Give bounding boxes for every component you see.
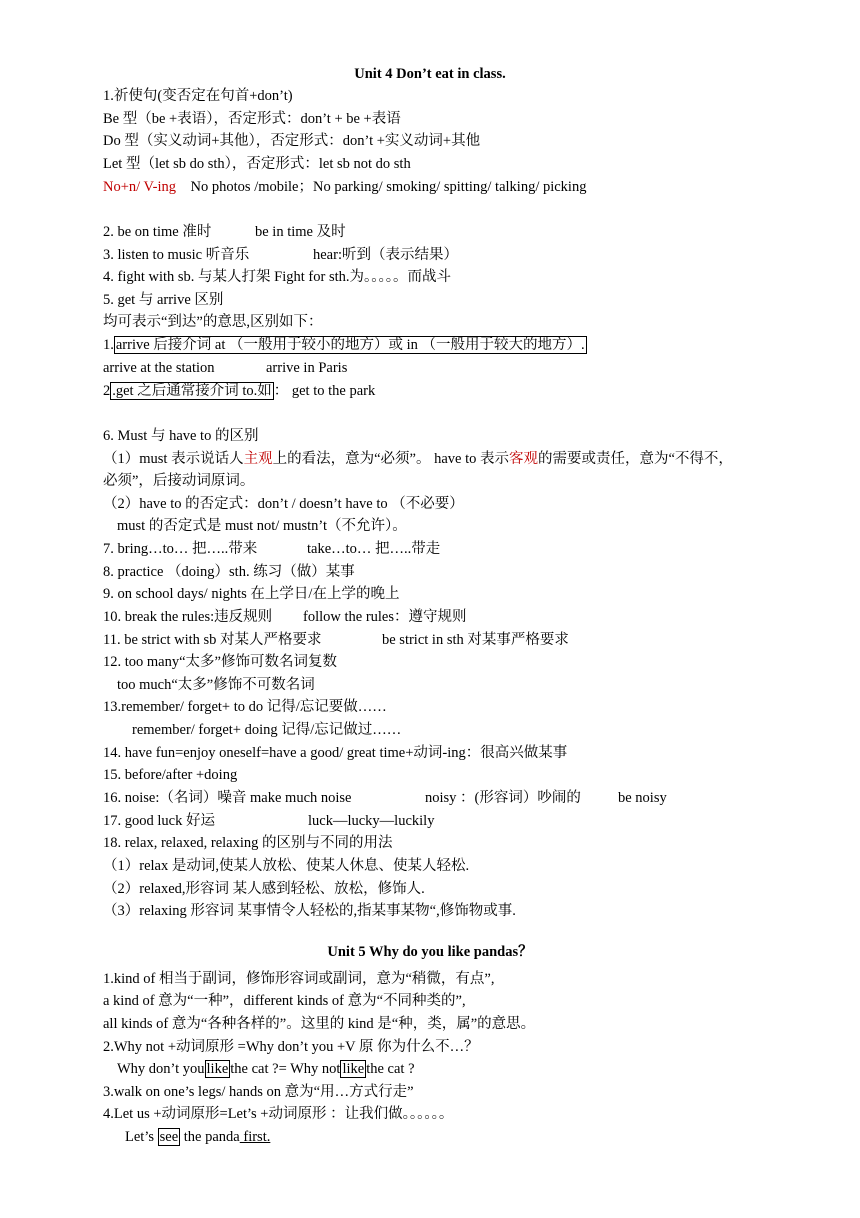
subjective-word: 主观 [243,451,273,467]
line-have-to-neg: （2）have to 的否定式：don’t / doesn’t have to （不必要） [103,496,464,512]
line-relax-3: （3）relaxing 形容词 某事情令人轻松的,指某事某物“,修饰物或事. [103,903,516,919]
line-noise: 16. noise:（名词）噪音 make much noise [103,790,352,806]
arrive-boxed-text: arrive 后接介词 at （一般用于较小的地方）或 in （一般用于较大的地方）. [115,337,585,353]
line-good-luck: 17. good luck 好运 [103,813,215,829]
line-must: 6. Must 与 have to 的区别 [103,428,259,444]
line-relax: 18. relax, relaxed, relaxing 的区别与不同的用法 [103,835,393,851]
why-text-b: the cat ?= Why not [230,1061,341,1077]
get-example: ： get to the park [273,383,376,399]
line-break-rules: 10. break the rules:违反规则 [103,609,273,625]
line-no-ving [103,177,586,197]
line-imperative: 1.祈使句(变否定在句首+don’t) [103,88,293,104]
why-text-c: the cat ? [366,1061,415,1077]
line-school-days: 9. on school days/ nights 在上学日/在上学的晚上 [103,586,400,602]
line-too-much: too much“太多”修饰不可数名词 [117,677,315,693]
lets-text: Let’s [125,1129,154,1145]
line-remember-to: 13.remember/ forget+ to do 记得/忘记要做…… [103,699,387,715]
line-meaning: 均可表示“到达”的意思,区别如下： [103,314,323,330]
line-listen: 3. listen to music 听音乐 [103,247,250,263]
line-lets-example [125,1127,270,1147]
line-get-box [103,381,375,401]
line-a-kind-of: a kind of 意为“一种”，different kinds of 意为“不同种类的”, [103,993,466,1009]
line-practice: 8. practice （doing）sth. 练习（做）某事 [103,564,355,580]
the-panda-text: the panda [183,1129,240,1145]
line-all-kinds: all kinds of 意为“各种各样的”。这里的 kind 是“种，类，属”的意思。 [103,1016,536,1032]
get-num: 2 [103,383,111,399]
line-let-type: Let 型（let sb do sth），否定形式：let sb not do sth [103,156,411,172]
why-text-a: Why don’t you [117,1061,205,1077]
line-let-us: 4.Let us +动词原形=Let’s +动词原形 ：让我们做。。。。。。 [103,1106,454,1122]
line-in-time: be in time 及时 [255,224,346,240]
arrive-num: 1. [103,337,114,353]
line-bring: 7. bring…to… 把…..带来 [103,541,258,557]
line-why-example [117,1059,415,1079]
line-luck-forms: luck—lucky—luckily [308,813,435,829]
must-text-b: 上的看法，意为“必须”。 have to 表示 [272,451,509,467]
must-text-a: （1）must 表示说话人 [103,451,244,467]
line-take: take…to… 把…..带走 [307,541,441,557]
line-on-time: 2. be on time 准时 [103,224,212,240]
line-fight: 4. fight with sb. 与某人打架 Fight for sth.为。。。。。而战斗 [103,269,452,285]
see-box: see [159,1129,179,1145]
line-kind-of: 1.kind of 相当于副词，修饰形容词或副词，意为“稍微，有点”, [103,971,495,987]
line-be-type: Be 型（be +表语），否定形式：don’t + be +表语 [103,111,401,127]
line-relax-1: （1）relax 是动词,使某人放松、使某人休息、使某人轻松. [103,858,470,874]
like-box-2: like [342,1061,365,1077]
line-remember-doing: remember/ forget+ doing 记得/忘记做过…… [132,722,402,738]
line-before-after: 15. before/after +doing [103,767,238,783]
unit5-title: Unit 5 Why do you like pandas？ [327,944,533,960]
line-must-1 [103,449,733,469]
line-must-cont: 必须”，后接动词原词。 [103,473,255,489]
line-arrive-in: arrive in Paris [266,360,348,376]
line-too-many: 12. too many“太多”修饰可数名词复数 [103,654,337,670]
line-strict-with: 11. be strict with sb 对某人严格要求 [103,632,322,648]
unit4-title: Unit 4 Don’t eat in class. [354,66,506,82]
line-arrive-at: arrive at the station [103,360,215,376]
line-have-fun: 14. have fun=enjoy oneself=have a good/ great time+动词-ing：很高兴做某事 [103,745,568,761]
like-box-1: like [206,1061,229,1077]
line-walk-on: 3.walk on one’s legs/ hands on 意为“用…方式行走” [103,1084,414,1100]
line-strict-in: be strict in sth 对某事严格要求 [382,632,569,648]
line-do-type: Do 型（实义动词+其他），否定形式：don’t +实义动词+其他 [103,133,481,149]
first-underlined: first. [239,1129,271,1145]
line-noisy: noisy ：(形容词）吵闹的 [425,790,581,806]
no-ving-label: No+n/ V-ing [103,179,177,195]
line-get-arrive: 5. get 与 arrive 区别 [103,292,224,308]
line-relax-2: （2）relaxed,形容词 某人感到轻松、放松，修饰人. [103,881,425,897]
line-why-not: 2.Why not +动词原形 =Why don’t you +V 原 你为什么不…？ [103,1039,479,1055]
get-boxed-text: .get 之后通常接介词 to.如 [112,383,272,399]
line-arrive-box [103,335,587,355]
line-must-neg: must 的否定式是 must not/ mustn’t（不允许）。 [117,518,407,534]
objective-word: 客观 [508,451,538,467]
line-follow-rules: follow the rules：遵守规则 [303,609,467,625]
line-hear: hear:听到（表示结果） [313,247,458,263]
line-be-noisy: be noisy [618,790,667,806]
no-ving-examples: No photos /mobile；No parking/ smoking/ spitting/ talking/ picking [190,179,587,195]
must-text-c: 的需要或责任，意为“不得不， [537,451,733,467]
